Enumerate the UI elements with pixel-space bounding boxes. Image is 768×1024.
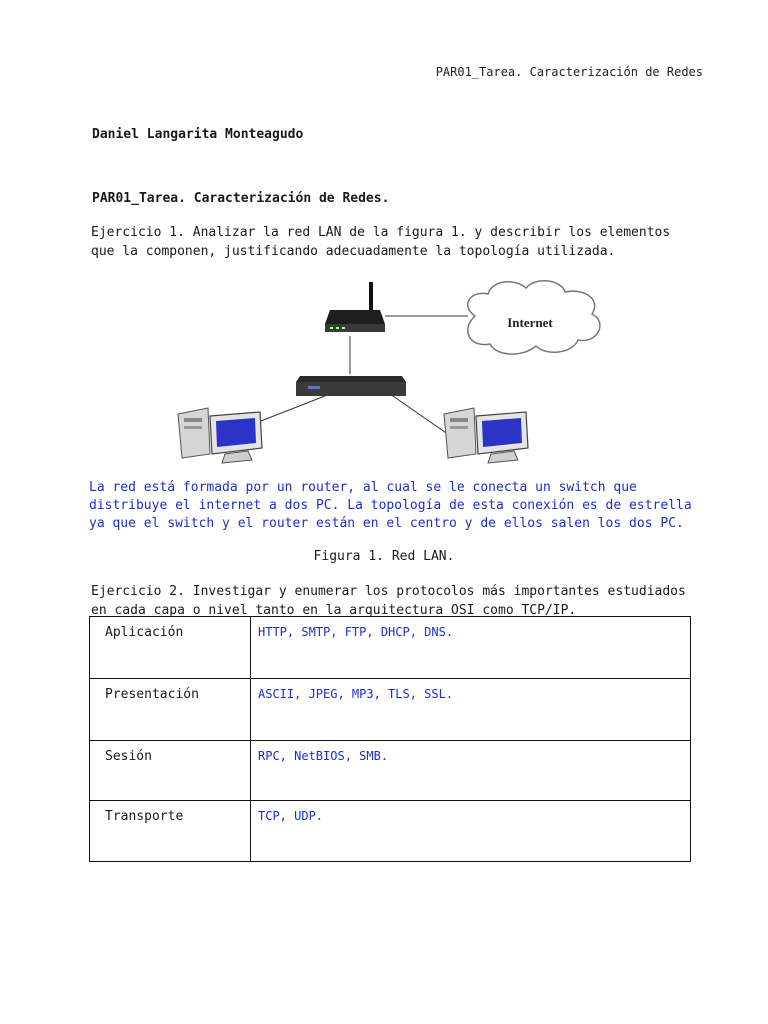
pc-left-icon	[178, 408, 262, 463]
switch-icon	[296, 376, 406, 396]
answer-line-2: distribuye el internet a dos PC. La topología de esta conexión es de estrella	[89, 498, 692, 513]
answer-line-1: La red está formada por un router, al cual se le conecta un switch que	[89, 480, 637, 495]
osi-protocols-table	[89, 616, 691, 862]
exercise-2-line-1: Ejercicio 2. Investigar y enumerar los protocolos más importantes estudiados	[91, 584, 686, 599]
router-icon	[325, 282, 385, 332]
lan-network-diagram	[170, 278, 610, 468]
layer-cell: Aplicación	[90, 617, 251, 679]
exercise-2-statement	[91, 582, 691, 620]
table-row	[90, 741, 691, 801]
exercise-2-line-2: en cada capa o nivel tanto en la arquitectura OSI como TCP/IP.	[91, 603, 577, 618]
figure-caption: Figura 1. Red LAN.	[313, 549, 455, 564]
exercise-1-line-1: Ejercicio 1. Analizar la red LAN de la figura 1. y describir los elementos	[91, 225, 671, 240]
protocols-cell: TCP, UDP.	[251, 801, 691, 862]
pc-right-icon	[444, 408, 528, 463]
protocols-cell: RPC, NetBIOS, SMB.	[251, 741, 691, 801]
answer-line-3: ya que el switch y el router están en el centro y de ellos salen los dos PC.	[89, 516, 684, 531]
document-title: PAR01_Tarea. Caracterización de Redes.	[92, 191, 390, 206]
layer-cell: Sesión	[90, 741, 251, 801]
layer-cell: Transporte	[90, 801, 251, 862]
internet-cloud	[468, 281, 600, 354]
exercise-1-answer	[89, 479, 709, 533]
author-name: Daniel Langarita Monteagudo	[92, 127, 304, 142]
table-row	[90, 801, 691, 862]
table-row	[90, 617, 691, 679]
layer-cell: Presentación	[90, 679, 251, 741]
page-header: PAR01_Tarea. Caracterización de Redes	[435, 65, 703, 79]
exercise-1-line-2: que la componen, justificando adecuadamente la topología utilizada.	[91, 244, 616, 259]
protocols-cell: HTTP, SMTP, FTP, DHCP, DNS.	[251, 617, 691, 679]
protocols-cell: ASCII, JPEG, MP3, TLS, SSL.	[251, 679, 691, 741]
internet-cloud-label: Internet	[507, 315, 553, 330]
table-row	[90, 679, 691, 741]
exercise-1-statement	[91, 223, 691, 261]
